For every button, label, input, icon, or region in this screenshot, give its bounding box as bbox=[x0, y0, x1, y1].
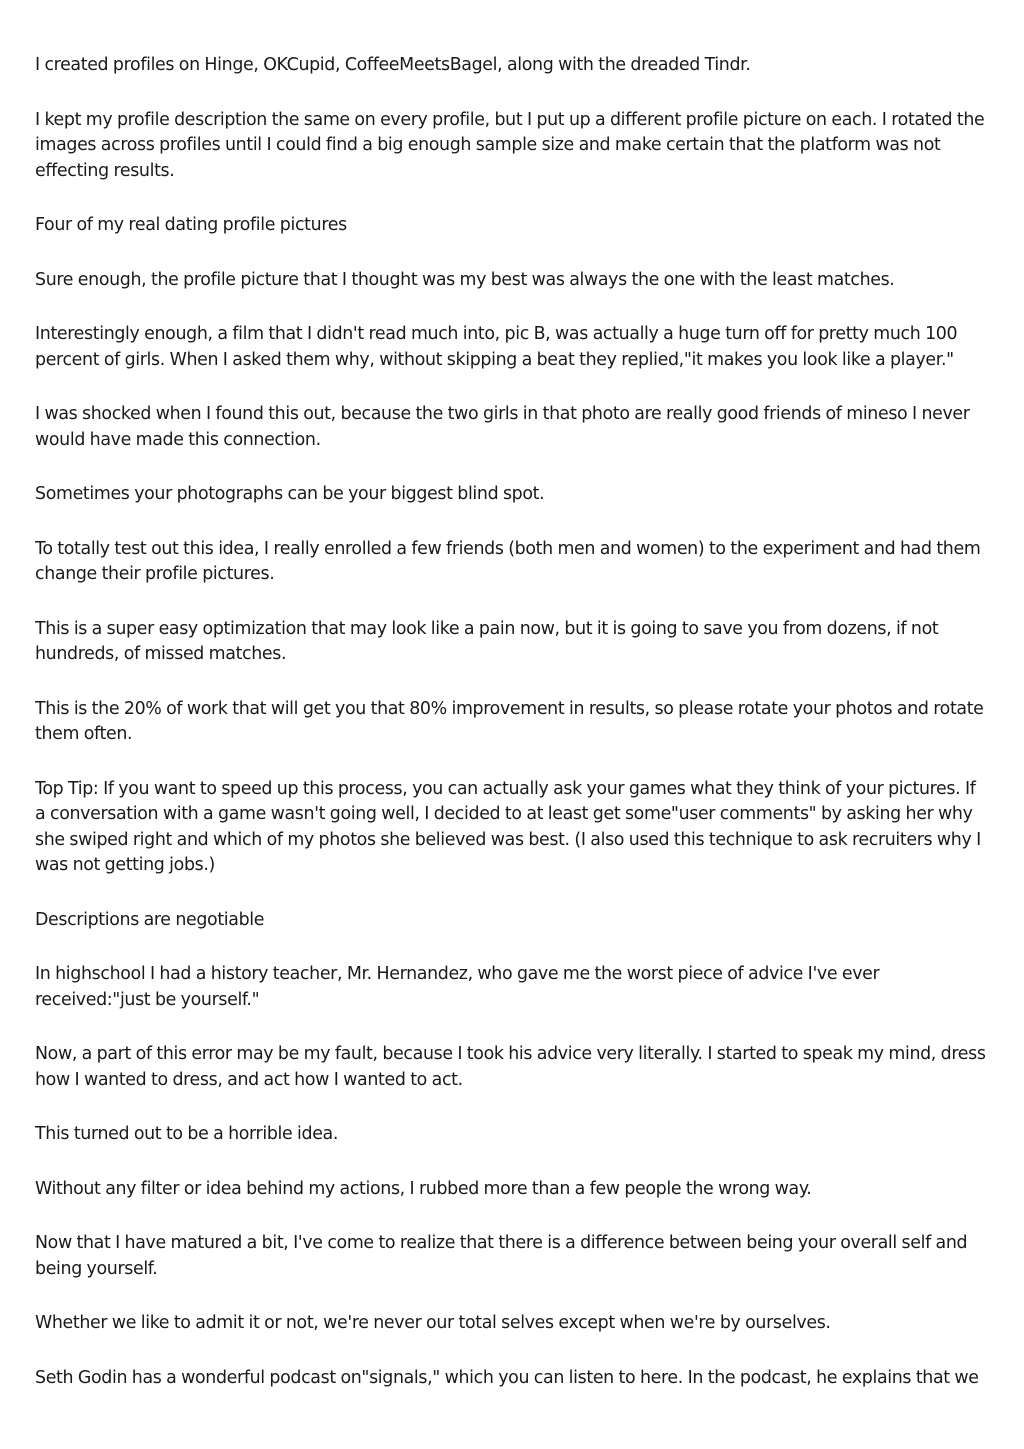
paragraph: This turned out to be a horrible idea. bbox=[35, 1124, 339, 1144]
paragraph: In highschool I had a history teacher, Mr. Hernandez, who gave me the worst piece of advice I've ever received:"just be yourself." bbox=[35, 964, 880, 1010]
paragraph: I created profiles on Hinge, OKCupid, CoffeeMeetsBagel, along with the dreaded Tindr. bbox=[35, 55, 751, 75]
paragraph: Sometimes your photographs can be your biggest blind spot. bbox=[35, 484, 545, 504]
paragraph: Without any filter or idea behind my actions, I rubbed more than a few people the wrong way. bbox=[35, 1178, 812, 1199]
paragraph: This is a super easy optimization that may look like a pain now, but it is going to save you from dozens, if not hundreds, of missed matches. bbox=[35, 618, 939, 664]
paragraph: Now that I have matured a bit, I've come to realize that there is a difference between being your overall self and being yourself. bbox=[35, 1233, 968, 1279]
paragraph: I was shocked when I found this out, because the two girls in that photo are really good friends of mineso I never would have made this connection. bbox=[35, 404, 970, 450]
paragraph: I kept my profile description the same on every profile, but I put up a different profile picture on each. I rotated the images across profiles until I could find a big enough sample size and make certain that the platform was not effecting results. bbox=[35, 109, 985, 181]
paragraph: Whether we like to admit it or not, we're never our total selves except when we're by ourselves. bbox=[35, 1313, 831, 1333]
paragraph: Top Tip: If you want to speed up this process, you can actually ask your games what they think of your pictures. If a conversation with a game wasn't going well, I decided to at least get some"user comments" by asking her why she swiped right and which of my photos she believed was best. (I also used this technique to ask recruiters why I was not getting jobs.) bbox=[35, 778, 981, 875]
paragraph: Seth Godin has a wonderful podcast on"signals," which you can listen to here. In the podcast, he explains that we bbox=[35, 1367, 979, 1388]
section-heading: Descriptions are negotiable bbox=[35, 909, 265, 930]
paragraph: Interestingly enough, a film that I didn't read much into, pic B, was actually a huge turn off for pretty much 100 percent of girls. When I asked them why, without skipping a beat they replied,"it makes you look like a player." bbox=[35, 324, 958, 370]
paragraph: Four of my real dating profile pictures bbox=[35, 215, 347, 235]
document-body bbox=[35, 53, 990, 1420]
paragraph: Sure enough, the profile picture that I thought was my best was always the one with the least matches. bbox=[35, 269, 895, 290]
paragraph: To totally test out this idea, I really enrolled a few friends (both men and women) to the experiment and had them change their profile pictures. bbox=[35, 538, 981, 584]
paragraph: Now, a part of this error may be my fault, because I took his advice very literally. I started to speak my mind, dress how I wanted to dress, and act how I wanted to act. bbox=[35, 1044, 986, 1090]
paragraph: This is the 20% of work that will get you that 80% improvement in results, so please rotate your photos and rotate them often. bbox=[35, 698, 984, 744]
